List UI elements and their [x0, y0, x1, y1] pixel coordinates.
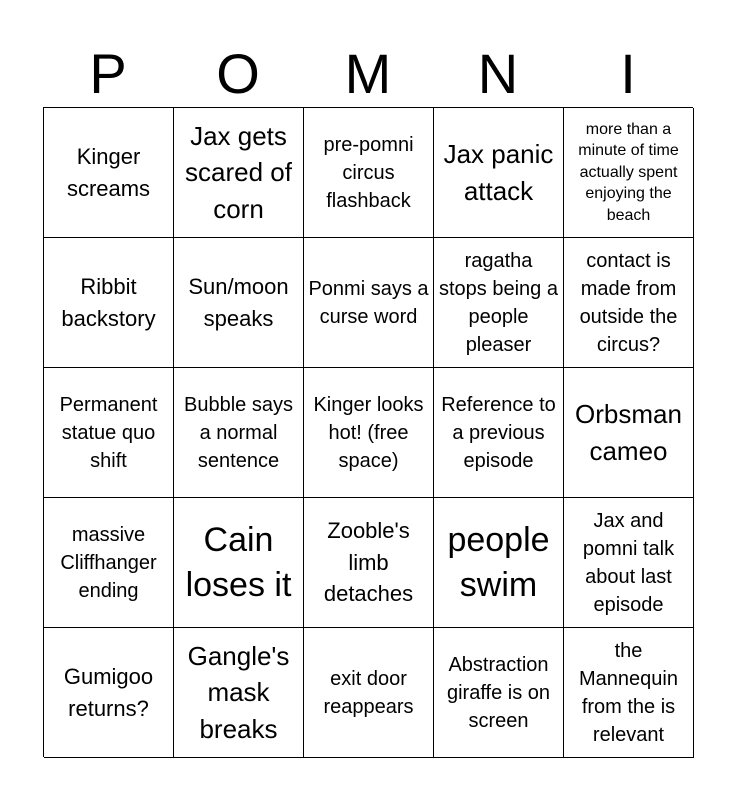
bingo-grid — [43, 107, 693, 757]
bingo-cell[interactable]: Jax panic attack — [434, 108, 564, 238]
bingo-cell[interactable]: Kinger screams — [44, 108, 174, 238]
bingo-cell[interactable]: contact is made from outside the circus? — [564, 238, 694, 368]
bingo-cell[interactable]: Reference to a previous episode — [434, 368, 564, 498]
header-letter-i: I — [620, 42, 636, 105]
bingo-cell[interactable]: pre-pomni circus flashback — [304, 108, 434, 238]
bingo-cell[interactable]: Gangle's mask breaks — [174, 628, 304, 758]
bingo-cell[interactable]: Permanent statue quo shift — [44, 368, 174, 498]
bingo-cell[interactable]: ragatha stops being a people pleaser — [434, 238, 564, 368]
bingo-cell[interactable]: Ribbit backstory — [44, 238, 174, 368]
header-letter-o: O — [216, 42, 260, 105]
bingo-cell[interactable]: the Mannequin from the is relevant — [564, 628, 694, 758]
bingo-cell[interactable]: more than a minute of time actually spent enjoying the beach — [564, 108, 694, 238]
bingo-cell[interactable]: Ponmi says a curse word — [304, 238, 434, 368]
bingo-cell[interactable]: Zooble's limb detaches — [304, 498, 434, 628]
header-letter-p: P — [89, 42, 127, 105]
bingo-cell[interactable]: Jax gets scared of corn — [174, 108, 304, 238]
free-space-cell[interactable]: Kinger looks hot! (free space) — [304, 368, 434, 498]
bingo-header — [43, 40, 693, 108]
bingo-cell[interactable]: Gumigoo returns? — [44, 628, 174, 758]
bingo-cell[interactable]: Abstraction giraffe is on screen — [434, 628, 564, 758]
bingo-cell[interactable]: Sun/moon speaks — [174, 238, 304, 368]
bingo-cell[interactable]: Jax and pomni talk about last episode — [564, 498, 694, 628]
bingo-cell[interactable]: massive Cliffhanger ending — [44, 498, 174, 628]
bingo-cell[interactable]: Orbsman cameo — [564, 368, 694, 498]
header-letter-n: N — [477, 42, 519, 105]
bingo-cell[interactable]: people swim — [434, 498, 564, 628]
header-letter-m: M — [344, 42, 392, 105]
bingo-cell[interactable]: Bubble says a normal sentence — [174, 368, 304, 498]
bingo-cell[interactable]: exit door reappears — [304, 628, 434, 758]
bingo-cell[interactable]: Cain loses it — [174, 498, 304, 628]
